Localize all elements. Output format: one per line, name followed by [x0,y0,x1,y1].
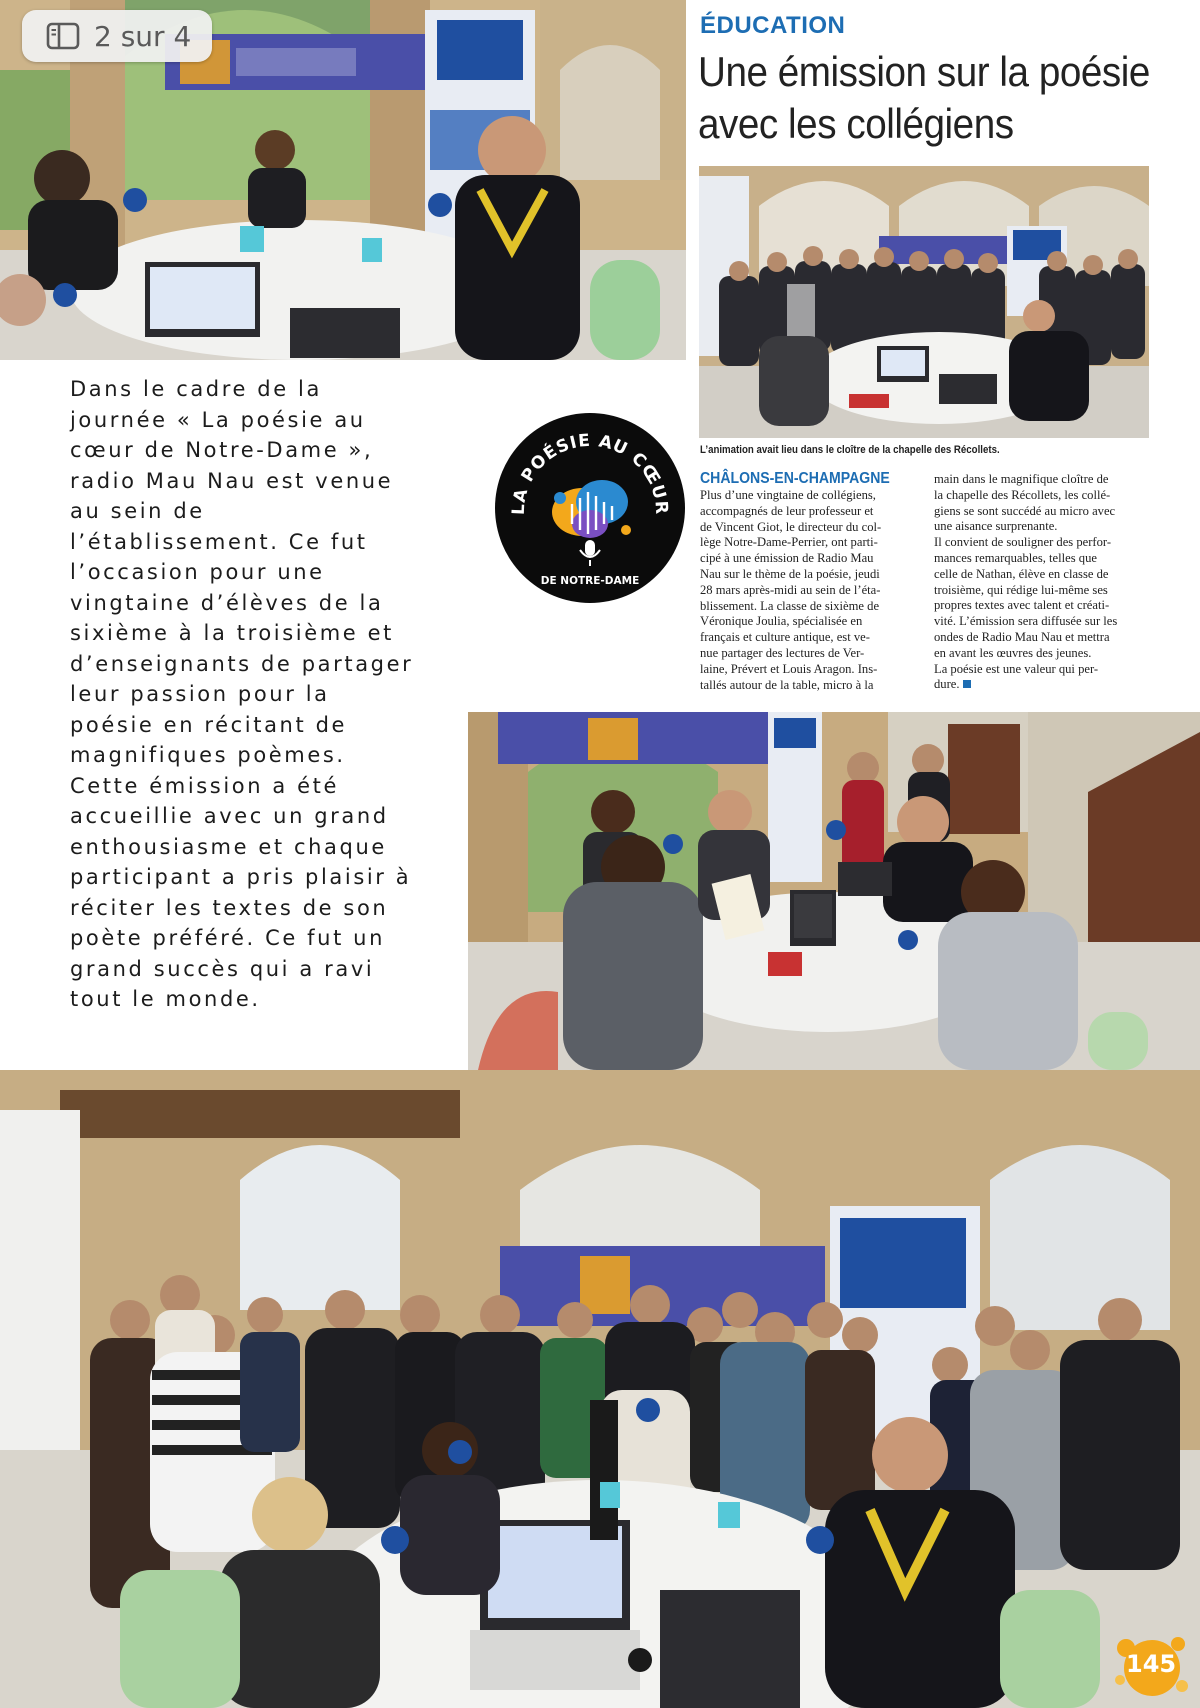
article-column-1: Plus d’une vingtaine de collégiens, accompagnés de leur professeur et de Vincent Giot, le directeur du col- lège Notre-Dame-Perrier, ont parti- cipé à une émission de Radio Mau Nau sur le thème de la poésie, jeudi 28 mars après-midi au sein de l’éta- blissement. La classe de sixième de Véronique Joulia, spécialisée en français et culture antique, est ve- nue partager des lectures de Ver- laine, Prévert et Louis Aragon. Ins- tallés autour de la table, micro à la [700,488,882,692]
article-title-line-2: avec les collégiens [698,100,1014,147]
photo-radio-studio-middle [468,712,1200,1070]
poetry-logo [494,412,686,604]
article-end-mark-icon [963,680,971,688]
sidebar-toggle-icon [46,22,80,50]
article-column-2 [934,472,1156,693]
photo-group-bottom [0,1070,1200,1708]
article-column-2-text: main dans le magnifique cloître de la chapelle des Récollets, les collé- giens se sont succédé au micro avec une aisance surprenante. Il convient de souligner des perfor- mances remarquables, telles que celle de Nathan, élève en classe de troisième, qui rédige lui-même ses propres textes avec talent et créati- vité. L’émission sera diffusée sur les ondes de Radio Mau Nau et mettra en avant les œuvres des jeunes. La poésie est une valeur qui per- dure. [934,472,1118,692]
article-title [698,46,1158,150]
article-city: CHÂLONS-EN-CHAMPAGNE [700,470,890,487]
page-number-badge [1112,1628,1192,1698]
article-title-line-1: Une émission sur la poésie [698,48,1150,95]
article-section-label: ÉDUCATION [700,12,846,39]
photo-article-group [699,166,1149,438]
logo-top-text: LA POÉSIE AU CŒUR [508,430,672,516]
page-counter-pill[interactable] [22,10,212,62]
page-counter-label: 2 sur 4 [94,19,192,53]
article-photo-caption: L’animation avait lieu dans le cloître de la chapelle des Récollets. [700,444,1000,456]
page-number: 145 [1126,1650,1177,1678]
intro-paragraph: Dans le cadre de la journée « La poésie au cœur de Notre-Dame », radio Mau Nau est venue au sein de l’établissement. Ce fut l’occasion pour une vingtaine d’élèves de la sixième à la troisième et d’enseignants de partager leur passion pour la poésie en récitant de magnifiques poèmes. Cette émission a été accueillie avec un grand enthousiasme et chaque participant a pris plaisir à réciter les textes de son poète préféré. Ce fut un grand succès qui a ravi tout le monde. [70,377,414,1011]
logo-bottom-text: DE NOTRE-DAME [540,575,640,587]
